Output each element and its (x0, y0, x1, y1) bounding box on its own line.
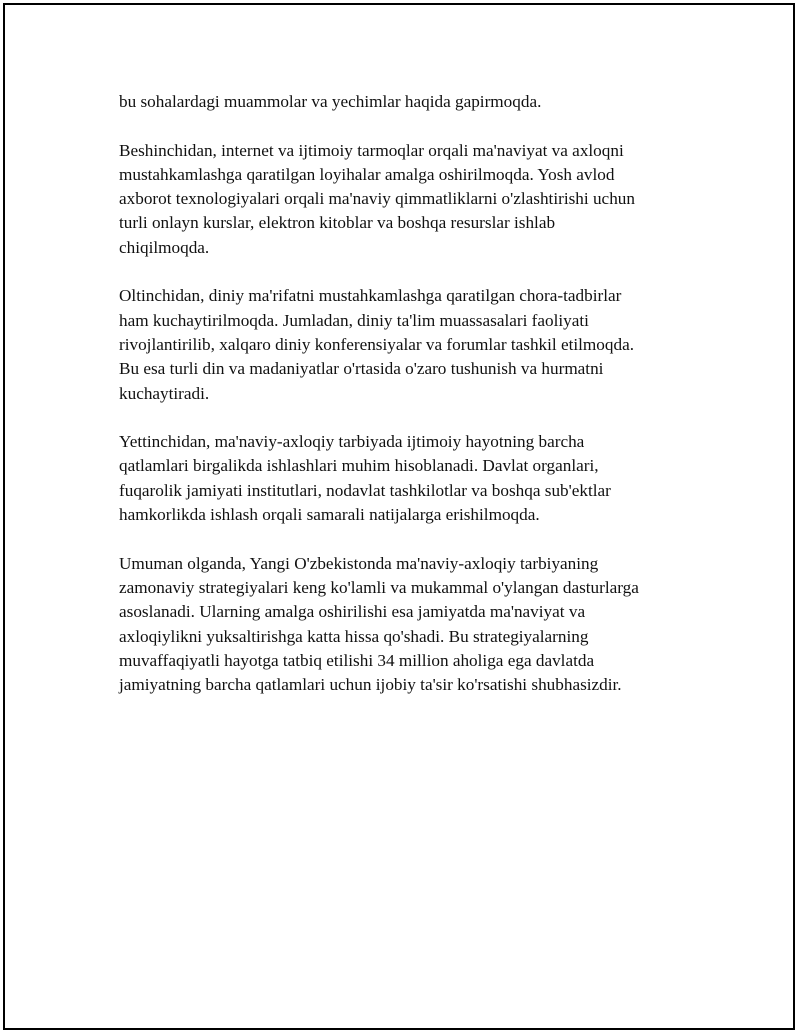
paragraph-sixth: Oltinchidan, diniy ma'rifatni mustahkamlashga qaratilgan chora-tadbirlar ham kuchaytirilmoqda. Jumladan, diniy ta'lim muassasalari faoliyati rivojlantirilib, xalqaro diniy konferensiyalar va forumlar tashkil etilmoqda. Bu esa turli din va madaniyatlar o'rtasida o'zaro tushunish va hurmatni kuchaytiradi. (119, 286, 635, 403)
document-body (119, 90, 689, 697)
paragraph-continuation: bu sohalardagi muammolar va yechimlar haqida gapirmoqda. (119, 92, 542, 111)
paragraph-fifth: Beshinchidan, internet va ijtimoiy tarmoqlar orqali ma'naviyat va axloqni mustahkamlashga qaratilgan loyihalar amalga oshirilmoqda. Yosh avlod axborot texnologiyalari orqali ma'naviy qimmatliklarni o'zlashtirishi uchun turli onlayn kurslar, elektron kitoblar va boshqa resurslar ishlab chiqilmoqda. (119, 140, 635, 257)
paragraph-conclusion: Umuman olganda, Yangi O'zbekistonda ma'naviy-axloqiy tarbiyaning zamonaviy strategiyalari keng ko'lamli va mukammal o'ylangan dasturlarga asoslanadi. Ularning amalga oshirilishi esa jamiyatda ma'naviyat va axloqiylikni yuksaltirishga katta hissa qo'shadi. Bu strategiyalarning muvaffaqiyatli hayotga tatbiq etilishi 34 million aholiga ega davlatda jamiyatning barcha qatlamlari uchun ijobiy ta'sir ko'rsatishi shubhasizdir. (119, 553, 639, 695)
paragraph-seventh: Yettinchidan, ma'naviy-axloqiy tarbiyada ijtimoiy hayotning barcha qatlamlari birgalikda ishlashlari muhim hisoblanadi. Davlat organlari, fuqarolik jamiyati institutlari, nodavlat tashkilotlar va boshqa sub'ektlar hamkorlikda ishlash orqali samarali natijalarga erishilmoqda. (119, 432, 611, 525)
